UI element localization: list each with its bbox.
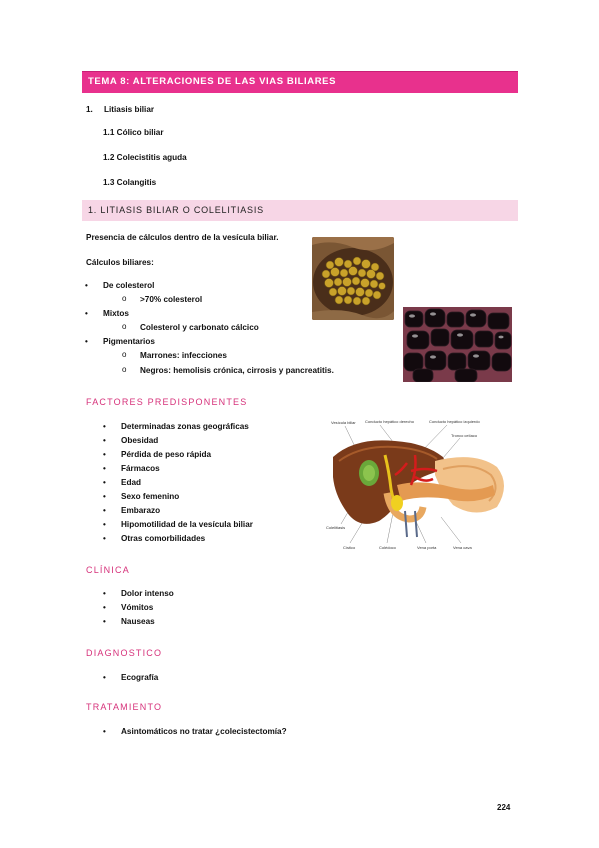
page-number: 224 (497, 803, 511, 812)
anatomy-label: Cístico (343, 545, 356, 550)
clinica-item (103, 589, 174, 598)
factor-label: Determinadas zonas geográficas (121, 422, 249, 431)
tratamiento-item (103, 727, 287, 736)
bullet-mark: • (103, 520, 106, 529)
bullet-mark: • (103, 422, 106, 431)
toc-main-number: 1. (86, 105, 93, 114)
factor-item (103, 534, 206, 543)
bullet-mark: • (103, 506, 106, 515)
stone-subtype-label: Colesterol y carbonato cálcico (140, 323, 259, 332)
section-title: 1. LITIASIS BILIAR O COLELITIASIS (88, 205, 264, 215)
bullet-mark: • (103, 617, 106, 626)
anatomy-label: Vesícula biliar (331, 420, 356, 425)
sub-bullet-mark: o (122, 294, 127, 303)
sub-bullet-mark: o (122, 350, 127, 359)
toc-sub-item: 1.3 Colangitis (103, 178, 157, 187)
stone-subtype-label: Negros: hemolisis crónica, cirrosis y pancreatitis. (140, 366, 334, 375)
section-header-bar (82, 200, 518, 221)
toc-main-label: Litiasis biliar (104, 105, 155, 114)
factor-item (103, 422, 249, 431)
toc-sub-item: 1.2 Colecistitis aguda (103, 153, 187, 162)
bullet-mark: • (85, 309, 88, 318)
factor-label: Otras comorbilidades (121, 534, 206, 543)
anatomy-label: Conducto hepático izquierdo (429, 419, 480, 424)
topic-title: TEMA 8: ALTERACIONES DE LAS VIAS BILIARES (88, 76, 337, 87)
anatomy-label: Colédoco (379, 545, 396, 550)
tratamiento-label: Asintomáticos no tratar ¿colecistectomía? (121, 727, 287, 736)
factor-label: Fármacos (121, 464, 160, 473)
bullet-mark: • (85, 337, 88, 346)
factor-item (103, 464, 160, 473)
anatomy-label: Vena porta (417, 545, 437, 550)
bullet-mark: • (103, 436, 106, 445)
bullet-mark: • (103, 603, 106, 612)
intro-paragraph: Presencia de cálculos dentro de la vesícula biliar. (86, 233, 279, 242)
stone-type-label: Mixtos (103, 309, 129, 318)
biliary-anatomy-illustration (325, 415, 511, 555)
factor-item (103, 478, 142, 487)
factor-item (103, 506, 161, 515)
bullet-mark: • (85, 281, 88, 290)
sub-bullet-mark: o (122, 322, 127, 331)
bullet-mark: • (103, 673, 106, 682)
diagnostico-heading: DIAGNOSTICO (86, 648, 163, 658)
anatomy-label: Vena cava (453, 545, 472, 550)
factor-label: Hipomotilidad de la vesícula biliar (121, 520, 253, 529)
factor-label: Sexo femenino (121, 492, 180, 501)
bullet-mark: • (103, 450, 106, 459)
stone-subtype-item (122, 365, 334, 375)
bullet-mark: • (103, 727, 106, 736)
clinica-label: Nauseas (121, 617, 155, 626)
stone-subtype-label: Marrones: infecciones (140, 351, 227, 360)
diagnostico-label: Ecografía (121, 673, 159, 682)
sub-bullet-mark: o (122, 365, 127, 374)
stone-type-label: Pigmentarios (103, 337, 155, 346)
stone-subtype-item (122, 322, 259, 332)
stone-subtype-item (122, 294, 203, 304)
stone-type-item (85, 337, 155, 346)
clinica-label: Vómitos (121, 603, 154, 612)
clinica-heading: CLÍNICA (86, 565, 130, 575)
bullet-mark: • (103, 464, 106, 473)
tratamiento-heading: TRATAMIENTO (86, 702, 163, 712)
stone-subtype-item (122, 350, 227, 360)
stone-type-label: De colesterol (103, 281, 155, 290)
toc-sub-item: 1.1 Cólico biliar (103, 128, 164, 137)
diagnostico-item (103, 673, 159, 682)
toc-main-item (86, 105, 154, 114)
factor-item (103, 436, 159, 445)
factor-label: Embarazo (121, 506, 161, 515)
anatomy-label: Tronco celíaco (451, 433, 478, 438)
factor-item (103, 520, 253, 529)
clinica-item (103, 603, 154, 612)
topic-header-bar (82, 71, 518, 93)
factor-item (103, 492, 180, 501)
calculos-label: Cálculos biliares: (86, 258, 154, 267)
clinica-item (103, 617, 155, 626)
bullet-mark: • (103, 492, 106, 501)
bullet-mark: • (103, 478, 106, 487)
factor-item (103, 450, 212, 459)
anatomy-label: Colelitiasis (326, 525, 346, 530)
bullet-mark: • (103, 589, 106, 598)
anatomy-label: Conducto hepático derecho (365, 419, 414, 424)
stone-type-item (85, 309, 129, 318)
factor-label: Pérdida de peso rápida (121, 450, 212, 459)
factores-heading: FACTORES PREDISPONENTES (86, 397, 248, 407)
factor-label: Edad (121, 478, 142, 487)
stone-type-item (85, 281, 155, 290)
gallstones-photo (312, 237, 394, 320)
stone-subtype-label: >70% colesterol (140, 295, 203, 304)
clinica-label: Dolor intenso (121, 589, 174, 598)
pigment-stones-photo (403, 307, 512, 382)
factor-label: Obesidad (121, 436, 159, 445)
bullet-mark: • (103, 534, 106, 543)
